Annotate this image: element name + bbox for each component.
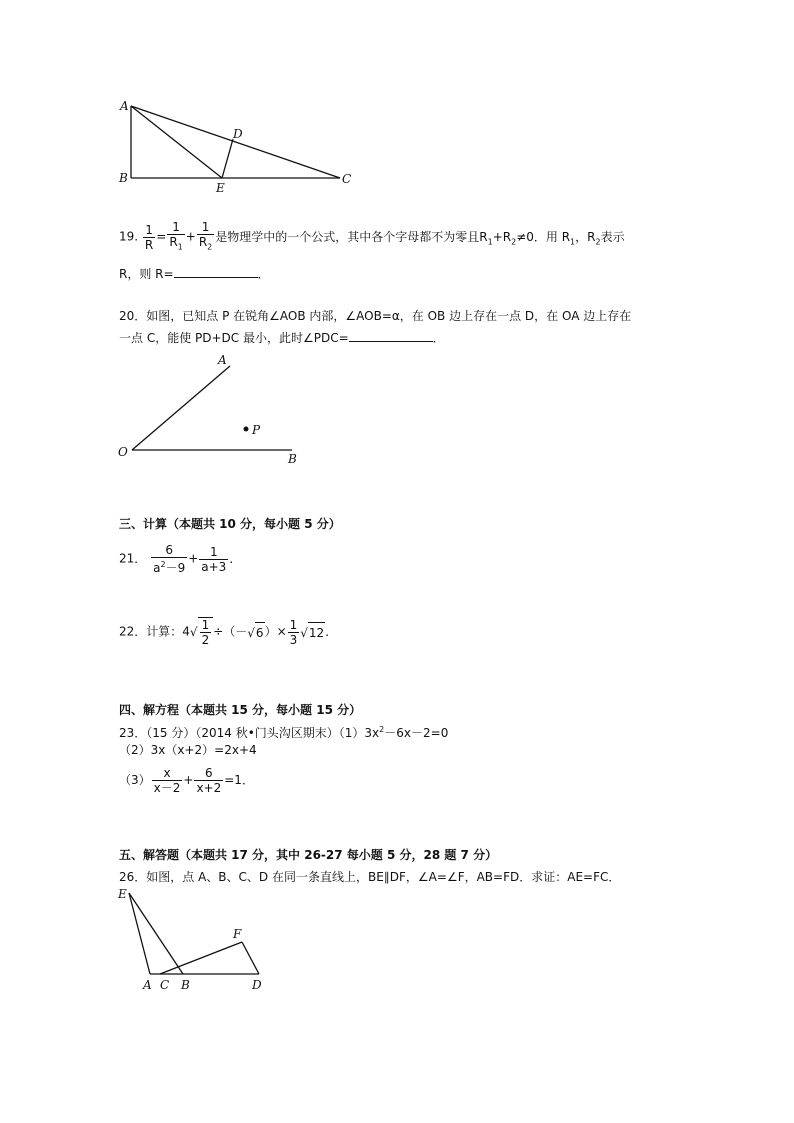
question-26: 26．如图，点 A、B、C、D 在同一条直线上，BE∥DF，∠A=∠F，AB=FD．求证：AE=FC． [119,870,621,884]
fraction-1-over-a-plus-3: $\frac{1}{a+3}$ [201,544,227,574]
angle-figure-aob [112,352,312,468]
label-d: D [252,978,262,992]
fraction-1-over-3: $\frac{1}{3}$ [289,617,298,647]
label-d: D [233,127,243,141]
label-b: B [181,978,190,992]
label-a: A [143,978,152,992]
label-e: E [216,181,225,195]
label-p: P [252,423,261,437]
answer-blank-19[interactable] [174,266,258,278]
answer-blank-20[interactable] [349,330,433,342]
question-19: 19. $\frac{1}{R}$ = $\frac{1}{R_1}$ + $\frac{1}{R_2}$ 是物理学中的一个公式，其中各个字母都不为零且$R_1+R_2\ne 0$．用 $R_1$，$R_2$表示 [119,220,625,254]
fraction-6-over-a2-9: $\frac{6}{a^2-9}$ [153,543,186,575]
fraction-x-over-x-minus-2: $\frac{x}{x-2}$ [153,766,181,795]
label-c: C [342,172,352,186]
section-3-title: 三、计算（本题共 10 分，每小题 5 分） [119,517,341,531]
question-19-line-2: R，则 R= ． [119,267,270,281]
q19-number: 19. [119,229,139,244]
fraction-1-over-r1: $\frac{1}{R_1}$ [169,220,183,252]
question-23-line-2: （2）3x（x+2）=2x+4 [119,743,257,757]
question-20-line-1: 20．如图，已知点 P 在锐角∠AOB 内部，∠AOB=α，在 OB 边上存在一点 D，在 OA 边上存在 [119,309,632,323]
question-21: 21． $\frac{6}{a^2-9}$ + $\frac{1}{a+3}$ ． [119,543,242,575]
label-o: O [118,445,128,459]
label-f: F [233,927,242,941]
fraction-1-over-r2: $\frac{1}{R_2}$ [198,220,213,252]
question-20-line-2: 一点 C，能使 PD+DC 最小，此时∠PDC= ． [119,331,445,345]
question-23-line-3: （3） $\frac{x}{x-2}$ + $\frac{6}{x+2}$ =1． [119,766,254,795]
sqrt-6: √6 [247,622,264,643]
label-a: A [120,99,129,113]
label-b: B [288,452,297,466]
label-c: C [160,978,170,992]
section-4-title: 四、解方程（本题共 15 分，每小题 15 分） [119,703,362,717]
label-b: B [119,171,128,185]
fraction-1-over-r: $\frac{1}{R}$ [144,222,154,252]
fraction-6-over-x-plus-2: $\frac{6}{x+2}$ [196,766,222,795]
q19-text: 是物理学中的一个公式，其中各个字母都不为零且$R_1+R_2\ne 0$．用 $R_1$，$R_2$表示 [215,229,625,247]
triangle-figure-abc [112,96,362,196]
sqrt-12: √12 [300,622,325,643]
label-e: E [118,887,127,901]
label-a: A [218,353,227,367]
point-p [244,427,249,432]
sqrt-one-half: √ $\frac{1}{2}$ [190,617,213,647]
quadrilateral-figure-aebcdf [112,884,282,994]
question-22: 22．计算：4√ $\frac{1}{2}$ ÷（－√6）× $\frac{1}{3}$ √12． [119,617,338,647]
section-5-title: 五、解答题（本题共 17 分，其中 26-27 每小题 5 分，28 题 7 分） [119,848,498,862]
question-23-line-1: 23．（15 分）（2014 秋•门头沟区期末）$(1)3x^2-6x-2=0$ [119,725,449,740]
